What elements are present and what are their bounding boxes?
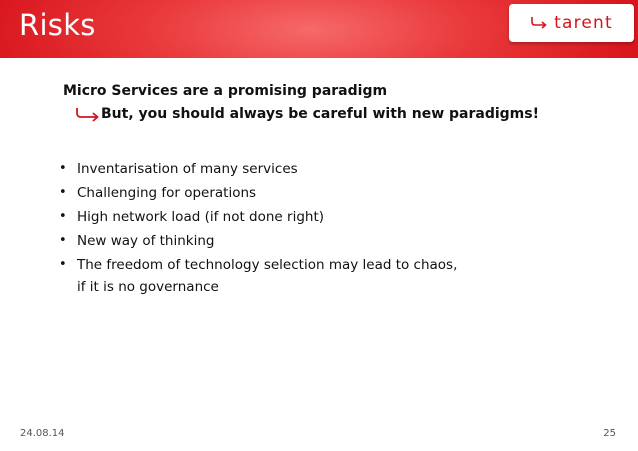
hook-arrow-icon: [74, 106, 100, 122]
bullet-dot: •: [59, 257, 67, 272]
bullet-item: [58, 256, 457, 296]
bullet-continuation: if it is no governance: [77, 279, 219, 295]
slide-subheading: [74, 106, 539, 122]
logo-text: tarent: [554, 13, 613, 33]
bullet-text: New way of thinking: [77, 233, 215, 249]
bullet-list: [58, 160, 457, 296]
slide-heading: Micro Services are a promising paradigm: [63, 83, 388, 99]
slide-title: Risks: [19, 8, 96, 42]
bullet-text: Challenging for operations: [77, 185, 257, 201]
bullet-text: The freedom of technology selection may lead to chaos,: [77, 257, 458, 273]
bullet-text: Inventarisation of many services: [77, 161, 298, 177]
bullet-text: High network load (if not done right): [77, 209, 325, 225]
bullet-dot: •: [59, 209, 67, 224]
hook-arrow-icon: [530, 16, 548, 30]
slide-header: [0, 0, 638, 58]
subheading-text: But, you should always be careful with new paradigms!: [101, 106, 539, 122]
bullet-dot: •: [59, 185, 67, 200]
bullet-item: [58, 184, 457, 208]
tarent-logo: [509, 4, 634, 42]
footer-date: 24.08.14: [20, 428, 65, 439]
bullet-item: [58, 160, 457, 184]
bullet-dot: •: [59, 233, 67, 248]
bullet-item: [58, 208, 457, 232]
page-number: 25: [603, 428, 616, 439]
bullet-dot: •: [59, 161, 67, 176]
bullet-item: [58, 232, 457, 256]
